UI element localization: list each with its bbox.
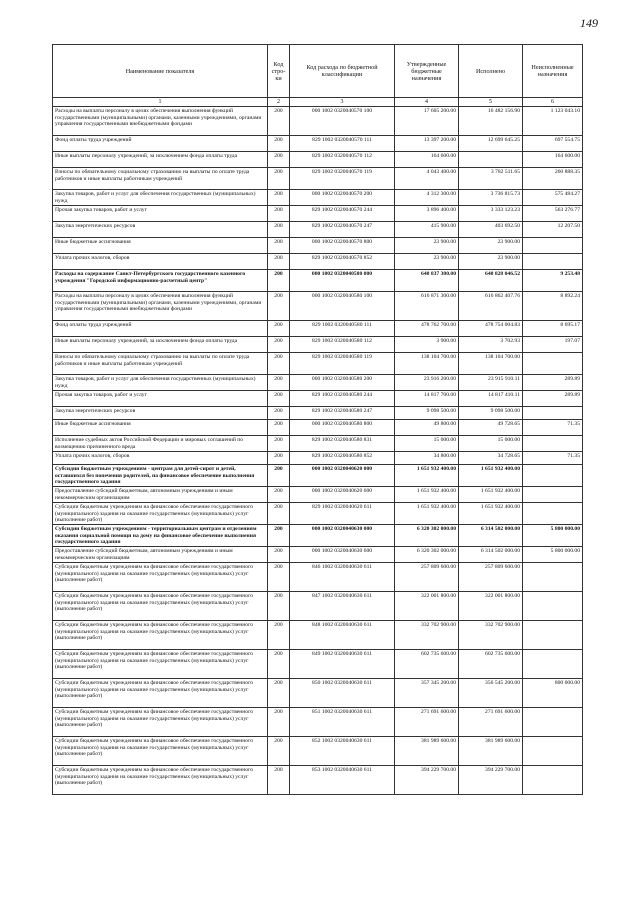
cell-line-code: 200 (268, 592, 290, 621)
cell-unexecuted-amount (523, 465, 583, 487)
cell-unexecuted-amount: 8 695.17 (523, 321, 583, 337)
cell-expense-code: 829 1002 0320040570 852 (290, 254, 395, 270)
cell-executed-amount: 257 809 600.00 (459, 563, 523, 592)
cell-line-code: 200 (268, 708, 290, 737)
cell-indicator-name: Прочая закупка товаров, работ и услуг (53, 391, 268, 407)
cell-indicator-name: Закупка энергетических ресурсов (53, 222, 268, 238)
cell-indicator-name: Субсидии бюджетным учреждениям на финансовое обеспечение государственного (муниципального) задания на оказание государственных (муниципальных) услуг (выполнение работ) (53, 563, 268, 592)
cell-line-code: 200 (268, 321, 290, 337)
table-row (53, 206, 583, 222)
table-row (53, 107, 583, 136)
table-header-row (53, 45, 583, 98)
cell-expense-code: 829 1002 0320040580 831 (290, 436, 395, 452)
cell-executed-amount: 1 651 932 400.00 (459, 503, 523, 525)
cell-expense-code: 849 1002 0320040630 611 (290, 650, 395, 679)
cell-line-code: 200 (268, 391, 290, 407)
cell-unexecuted-amount (523, 621, 583, 650)
cell-indicator-name: Предоставление субсидий бюджетным, автономным учреждениям и иным некоммерческим организациям (53, 547, 268, 563)
cell-unexecuted-amount (523, 407, 583, 420)
table-row (53, 525, 583, 547)
table-row (53, 391, 583, 407)
cell-line-code: 200 (268, 452, 290, 465)
cell-executed-amount: 3 736 815.73 (459, 190, 523, 206)
cell-unexecuted-amount (523, 487, 583, 503)
cell-executed-amount: 322 001 800.00 (459, 592, 523, 621)
cell-unexecuted-amount (523, 737, 583, 766)
cell-executed-amount: 14 817 410.11 (459, 391, 523, 407)
cell-unexecuted-amount: 289.89 (523, 375, 583, 391)
cell-indicator-name: Взносы по обязательному социальному страхованию на выплаты по оплате труда работников и иные выплаты работникам учреждений (53, 168, 268, 190)
cell-indicator-name: Предоставление субсидий бюджетным, автономным учреждениям и иным некоммерческим организациям (53, 487, 268, 503)
cell-line-code: 200 (268, 353, 290, 375)
cell-expense-code: 829 1002 0320040570 112 (290, 152, 395, 168)
cell-indicator-name: Субсидии бюджетным учреждениям на финансовое обеспечение государственного (муниципального) задания на оказание государственных (муниципальных) услуг (выполнение работ) (53, 737, 268, 766)
cell-expense-code: 000 1002 0320040570 100 (290, 107, 395, 136)
cell-unexecuted-amount (523, 254, 583, 270)
table-row (53, 766, 583, 795)
cell-indicator-name: Субсидии бюджетным учреждениям на финансовое обеспечение государственного (муниципального) задания на оказание государственных (муниципальных) услуг (выполнение работ) (53, 708, 268, 737)
cell-approved-amount: 17 605 200.00 (395, 107, 459, 136)
cell-executed-amount: 403 692.50 (459, 222, 523, 238)
table-row (53, 168, 583, 190)
cell-line-code: 200 (268, 650, 290, 679)
cell-unexecuted-amount (523, 238, 583, 254)
cell-line-code: 200 (268, 136, 290, 152)
cell-executed-amount: 23 915 910.11 (459, 375, 523, 391)
table-row (53, 436, 583, 452)
cell-indicator-name: Прочая закупка товаров, работ и услуг (53, 206, 268, 222)
table-row (53, 592, 583, 621)
cell-approved-amount: 332 702 900.00 (395, 621, 459, 650)
cell-expense-code: 829 1002 0320040580 112 (290, 337, 395, 353)
cell-executed-amount: 394 229 700.00 (459, 766, 523, 795)
cell-line-code: 200 (268, 487, 290, 503)
cell-executed-amount: 12 699 645.25 (459, 136, 523, 152)
cell-expense-code: 829 1002 0320040580 244 (290, 391, 395, 407)
header-line-code: Код стро-ки (268, 45, 290, 98)
cell-executed-amount: 23 900.00 (459, 254, 523, 270)
cell-indicator-name: Фонд оплаты труда учреждений (53, 136, 268, 152)
cell-approved-amount: 322 001 800.00 (395, 592, 459, 621)
cell-approved-amount: 23 900.00 (395, 238, 459, 254)
cell-approved-amount: 49 800.00 (395, 420, 459, 436)
cell-line-code: 200 (268, 737, 290, 766)
cell-approved-amount: 4 043 400.00 (395, 168, 459, 190)
cell-approved-amount: 1 651 932 400.00 (395, 487, 459, 503)
cell-unexecuted-amount: 697 554.75 (523, 136, 583, 152)
cell-expense-code: 000 1002 0320040580 000 (290, 270, 395, 292)
cell-unexecuted-amount (523, 592, 583, 621)
cell-line-code: 200 (268, 420, 290, 436)
cell-unexecuted-amount: 575 484.27 (523, 190, 583, 206)
cell-unexecuted-amount: 5 800 000.00 (523, 525, 583, 547)
header-unexecuted: Неисполненные назначения (523, 45, 583, 98)
cell-expense-code: 000 1002 0320040580 100 (290, 292, 395, 321)
cell-indicator-name: Расходы на выплаты персоналу в целях обеспечения выполнения функций государственными (муниципальными) органами, казенными учреждениями, органами управления государственными внебюджетными фондами (53, 292, 268, 321)
table-row (53, 621, 583, 650)
cell-unexecuted-amount: 197.07 (523, 337, 583, 353)
table-row (53, 452, 583, 465)
cell-expense-code: 852 1002 0320040630 611 (290, 737, 395, 766)
cell-approved-amount: 3 896 400.00 (395, 206, 459, 222)
table-row (53, 375, 583, 391)
cell-line-code: 200 (268, 525, 290, 547)
cell-unexecuted-amount (523, 766, 583, 795)
cell-approved-amount: 6 320 302 000.00 (395, 525, 459, 547)
cell-line-code: 200 (268, 107, 290, 136)
column-number: 2 (268, 98, 290, 107)
cell-unexecuted-amount: 260 888.35 (523, 168, 583, 190)
column-number: 1 (53, 98, 268, 107)
table-row (53, 152, 583, 168)
cell-approved-amount: 9 098 500.00 (395, 407, 459, 420)
cell-expense-code: 829 1002 0320040580 247 (290, 407, 395, 420)
table-row (53, 708, 583, 737)
cell-approved-amount: 357 345 200.00 (395, 679, 459, 708)
cell-line-code: 200 (268, 190, 290, 206)
cell-approved-amount: 478 762 700.00 (395, 321, 459, 337)
cell-expense-code: 000 1002 0320040570 800 (290, 238, 395, 254)
cell-line-code: 200 (268, 503, 290, 525)
cell-executed-amount: 138 104 700.00 (459, 353, 523, 375)
table-row (53, 465, 583, 487)
cell-executed-amount: 16 482 156.90 (459, 107, 523, 136)
cell-approved-amount: 6 320 302 000.00 (395, 547, 459, 563)
table-row (53, 679, 583, 708)
cell-approved-amount: 1 651 932 400.00 (395, 503, 459, 525)
cell-unexecuted-amount: 12 207.50 (523, 222, 583, 238)
cell-approved-amount: 15 000.00 (395, 436, 459, 452)
cell-executed-amount: 1 651 932 400.00 (459, 487, 523, 503)
cell-expense-code: 847 1002 0320040630 611 (290, 592, 395, 621)
cell-executed-amount: 9 098 500.00 (459, 407, 523, 420)
cell-expense-code: 829 1002 0320040570 119 (290, 168, 395, 190)
header-indicator-name: Наименование показателя (53, 45, 268, 98)
cell-approved-amount: 271 691 600.00 (395, 708, 459, 737)
cell-unexecuted-amount: 9 253.48 (523, 270, 583, 292)
table-row (53, 547, 583, 563)
table-row (53, 487, 583, 503)
cell-indicator-name: Расходы на выплаты персоналу в целях обеспечения выполнения функций государственными (муниципальными) органами, казенными учреждениями, органами управления государственными внебюджетными фондами (53, 107, 268, 136)
cell-unexecuted-amount (523, 436, 583, 452)
cell-unexecuted-amount: 5 800 000.00 (523, 547, 583, 563)
cell-unexecuted-amount: 8 892.24 (523, 292, 583, 321)
cell-indicator-name: Закупка товаров, работ и услуг для обеспечения государственных (муниципальных) нужд (53, 190, 268, 206)
cell-approved-amount: 13 397 200.00 (395, 136, 459, 152)
cell-executed-amount: 356 545 200.00 (459, 679, 523, 708)
cell-indicator-name: Закупка товаров, работ и услуг для обеспечения государственных (муниципальных) нужд (53, 375, 268, 391)
table-row (53, 337, 583, 353)
cell-line-code: 200 (268, 222, 290, 238)
cell-executed-amount: 6 314 502 000.00 (459, 525, 523, 547)
cell-executed-amount: 3 702.93 (459, 337, 523, 353)
table-row (53, 238, 583, 254)
cell-indicator-name: Фонд оплаты труда учреждений (53, 321, 268, 337)
cell-executed-amount: 602 735 600.00 (459, 650, 523, 679)
cell-expense-code: 848 1002 0320040630 611 (290, 621, 395, 650)
cell-expense-code: 850 1002 0320040630 611 (290, 679, 395, 708)
cell-indicator-name: Субсидии бюджетным учреждениям на финансовое обеспечение государственного (муниципального) задания на оказание государственных (муниципальных) услуг (выполнение работ) (53, 650, 268, 679)
cell-executed-amount: 15 000.00 (459, 436, 523, 452)
table-row (53, 254, 583, 270)
cell-unexecuted-amount: 800 000.00 (523, 679, 583, 708)
cell-executed-amount: 616 862 407.76 (459, 292, 523, 321)
cell-unexecuted-amount: 71.35 (523, 420, 583, 436)
cell-indicator-name: Субсидии бюджетным учреждениям на финансовое обеспечение государственного (муниципального) задания на оказание государственных (муниципальных) услуг (выполнение работ) (53, 679, 268, 708)
cell-executed-amount: 1 651 932 400.00 (459, 465, 523, 487)
cell-executed-amount: 23 900.00 (459, 238, 523, 254)
cell-expense-code: 000 1002 0320040620 600 (290, 487, 395, 503)
cell-approved-amount: 34 800.00 (395, 452, 459, 465)
cell-line-code: 200 (268, 621, 290, 650)
cell-expense-code: 829 1002 0320040580 852 (290, 452, 395, 465)
cell-line-code: 200 (268, 407, 290, 420)
cell-expense-code: 829 1002 0320040620 611 (290, 503, 395, 525)
cell-indicator-name: Иные бюджетные ассигнования (53, 238, 268, 254)
cell-approved-amount: 3 900.00 (395, 337, 459, 353)
cell-indicator-name: Субсидии бюджетным учреждениям на финансовое обеспечение государственного (муниципального) задания на оказание государственных (муниципальных) услуг (выполнение работ) (53, 503, 268, 525)
cell-indicator-name: Уплата прочих налогов, сборов (53, 452, 268, 465)
budget-execution-table (52, 44, 583, 795)
header-approved: Утвержденные бюджетные назначения (395, 45, 459, 98)
cell-indicator-name: Исполнение судебных актов Российской Федерации и мировых соглашений по возмещению причиненного вреда (53, 436, 268, 452)
cell-executed-amount (459, 152, 523, 168)
cell-indicator-name: Уплата прочих налогов, сборов (53, 254, 268, 270)
cell-line-code: 200 (268, 292, 290, 321)
cell-approved-amount: 23 900.00 (395, 254, 459, 270)
header-expense-code: Код расхода по бюджетной классификации (290, 45, 395, 98)
cell-expense-code: 851 1002 0320040630 611 (290, 708, 395, 737)
cell-indicator-name: Иные выплаты персоналу учреждений, за исключением фонда оплаты труда (53, 152, 268, 168)
cell-indicator-name: Взносы по обязательному социальному страхованию на выплаты по оплате труда работников и иные выплаты работникам учреждений (53, 353, 268, 375)
table-row (53, 420, 583, 436)
cell-expense-code: 853 1002 0320040630 611 (290, 766, 395, 795)
table-row (53, 737, 583, 766)
page-number: 149 (580, 16, 598, 30)
table-row (53, 292, 583, 321)
cell-expense-code: 829 1002 0320040580 111 (290, 321, 395, 337)
cell-executed-amount: 3 333 123.23 (459, 206, 523, 222)
cell-approved-amount: 138 104 700.00 (395, 353, 459, 375)
cell-approved-amount: 257 809 600.00 (395, 563, 459, 592)
cell-unexecuted-amount (523, 503, 583, 525)
cell-expense-code: 829 1002 0320040570 111 (290, 136, 395, 152)
cell-approved-amount: 23 916 200.00 (395, 375, 459, 391)
cell-line-code: 200 (268, 679, 290, 708)
table-row (53, 650, 583, 679)
table-row (53, 407, 583, 420)
cell-approved-amount: 164 600.00 (395, 152, 459, 168)
cell-executed-amount: 34 728.65 (459, 452, 523, 465)
cell-expense-code: 000 1002 0320040580 200 (290, 375, 395, 391)
cell-approved-amount: 381 989 600.00 (395, 737, 459, 766)
cell-executed-amount: 332 702 900.00 (459, 621, 523, 650)
table-row (53, 503, 583, 525)
table-row (53, 563, 583, 592)
cell-expense-code: 829 1002 0320040580 119 (290, 353, 395, 375)
cell-expense-code: 000 1002 0320040630 000 (290, 525, 395, 547)
column-number: 6 (523, 98, 583, 107)
column-number: 5 (459, 98, 523, 107)
cell-indicator-name: Субсидии бюджетным учреждениям - территориальным центрам и отделениям оказания социальной помощи на дому на финансовое обеспечение выполнения государственного задания (53, 525, 268, 547)
cell-unexecuted-amount: 563 276.77 (523, 206, 583, 222)
cell-line-code: 200 (268, 563, 290, 592)
cell-line-code: 200 (268, 206, 290, 222)
cell-indicator-name: Субсидии бюджетным учреждениям - центрам для детей-сирот и детей, оставшихся без попечения родителей, на финансовое обеспечение выполнения государственного задания (53, 465, 268, 487)
cell-line-code: 200 (268, 254, 290, 270)
cell-approved-amount: 602 735 600.00 (395, 650, 459, 679)
cell-indicator-name: Расходы на содержание Санкт-Петербургского государственного казенного учреждения "Городской информационно-расчетный центр" (53, 270, 268, 292)
cell-indicator-name: Субсидии бюджетным учреждениям на финансовое обеспечение государственного (муниципального) задания на оказание государственных (муниципальных) услуг (выполнение работ) (53, 621, 268, 650)
cell-indicator-name: Субсидии бюджетным учреждениям на финансовое обеспечение государственного (муниципального) задания на оказание государственных (муниципальных) услуг (выполнение работ) (53, 592, 268, 621)
table-row (53, 136, 583, 152)
cell-unexecuted-amount (523, 563, 583, 592)
table-row (53, 190, 583, 206)
cell-line-code: 200 (268, 766, 290, 795)
cell-approved-amount: 14 817 700.00 (395, 391, 459, 407)
cell-approved-amount: 1 651 932 400.00 (395, 465, 459, 487)
cell-line-code: 200 (268, 152, 290, 168)
cell-line-code: 200 (268, 436, 290, 452)
cell-unexecuted-amount: 71.35 (523, 452, 583, 465)
cell-line-code: 200 (268, 465, 290, 487)
cell-expense-code: 829 1002 0320040570 247 (290, 222, 395, 238)
cell-unexecuted-amount: 1 123 043.10 (523, 107, 583, 136)
cell-unexecuted-amount (523, 353, 583, 375)
cell-line-code: 200 (268, 337, 290, 353)
cell-approved-amount: 640 837 300.00 (395, 270, 459, 292)
cell-executed-amount: 381 989 600.00 (459, 737, 523, 766)
cell-executed-amount: 271 691 600.00 (459, 708, 523, 737)
table-row (53, 270, 583, 292)
cell-approved-amount: 394 229 700.00 (395, 766, 459, 795)
column-number: 3 (290, 98, 395, 107)
cell-unexecuted-amount: 289.89 (523, 391, 583, 407)
header-executed: Исполнено (459, 45, 523, 98)
cell-expense-code: 000 1002 0320040570 200 (290, 190, 395, 206)
cell-unexecuted-amount (523, 708, 583, 737)
column-number: 4 (395, 98, 459, 107)
cell-approved-amount: 4 312 300.00 (395, 190, 459, 206)
cell-executed-amount: 3 782 511.65 (459, 168, 523, 190)
cell-line-code: 200 (268, 168, 290, 190)
cell-line-code: 200 (268, 270, 290, 292)
table-row (53, 321, 583, 337)
cell-indicator-name: Закупка энергетических ресурсов (53, 407, 268, 420)
cell-executed-amount: 6 314 502 000.00 (459, 547, 523, 563)
cell-expense-code: 000 1002 0320040620 000 (290, 465, 395, 487)
cell-expense-code: 000 1002 0320040580 800 (290, 420, 395, 436)
cell-expense-code: 829 1002 0320040570 244 (290, 206, 395, 222)
cell-line-code: 200 (268, 547, 290, 563)
cell-unexecuted-amount (523, 650, 583, 679)
cell-expense-code: 846 1002 0320040630 611 (290, 563, 395, 592)
cell-executed-amount: 640 828 046.52 (459, 270, 523, 292)
cell-indicator-name: Иные бюджетные ассигнования (53, 420, 268, 436)
column-number-row (53, 98, 583, 107)
cell-executed-amount: 49 728.65 (459, 420, 523, 436)
cell-line-code: 200 (268, 238, 290, 254)
cell-indicator-name: Иные выплаты персоналу учреждений, за исключением фонда оплаты труда (53, 337, 268, 353)
cell-approved-amount: 616 871 300.00 (395, 292, 459, 321)
cell-line-code: 200 (268, 375, 290, 391)
cell-indicator-name: Субсидии бюджетным учреждениям на финансовое обеспечение государственного (муниципального) задания на оказание государственных (муниципальных) услуг (выполнение работ) (53, 766, 268, 795)
table-row (53, 353, 583, 375)
cell-expense-code: 000 1002 0320040630 600 (290, 547, 395, 563)
cell-approved-amount: 415 900.00 (395, 222, 459, 238)
cell-unexecuted-amount: 164 600.00 (523, 152, 583, 168)
cell-executed-amount: 478 754 004.83 (459, 321, 523, 337)
table-row (53, 222, 583, 238)
